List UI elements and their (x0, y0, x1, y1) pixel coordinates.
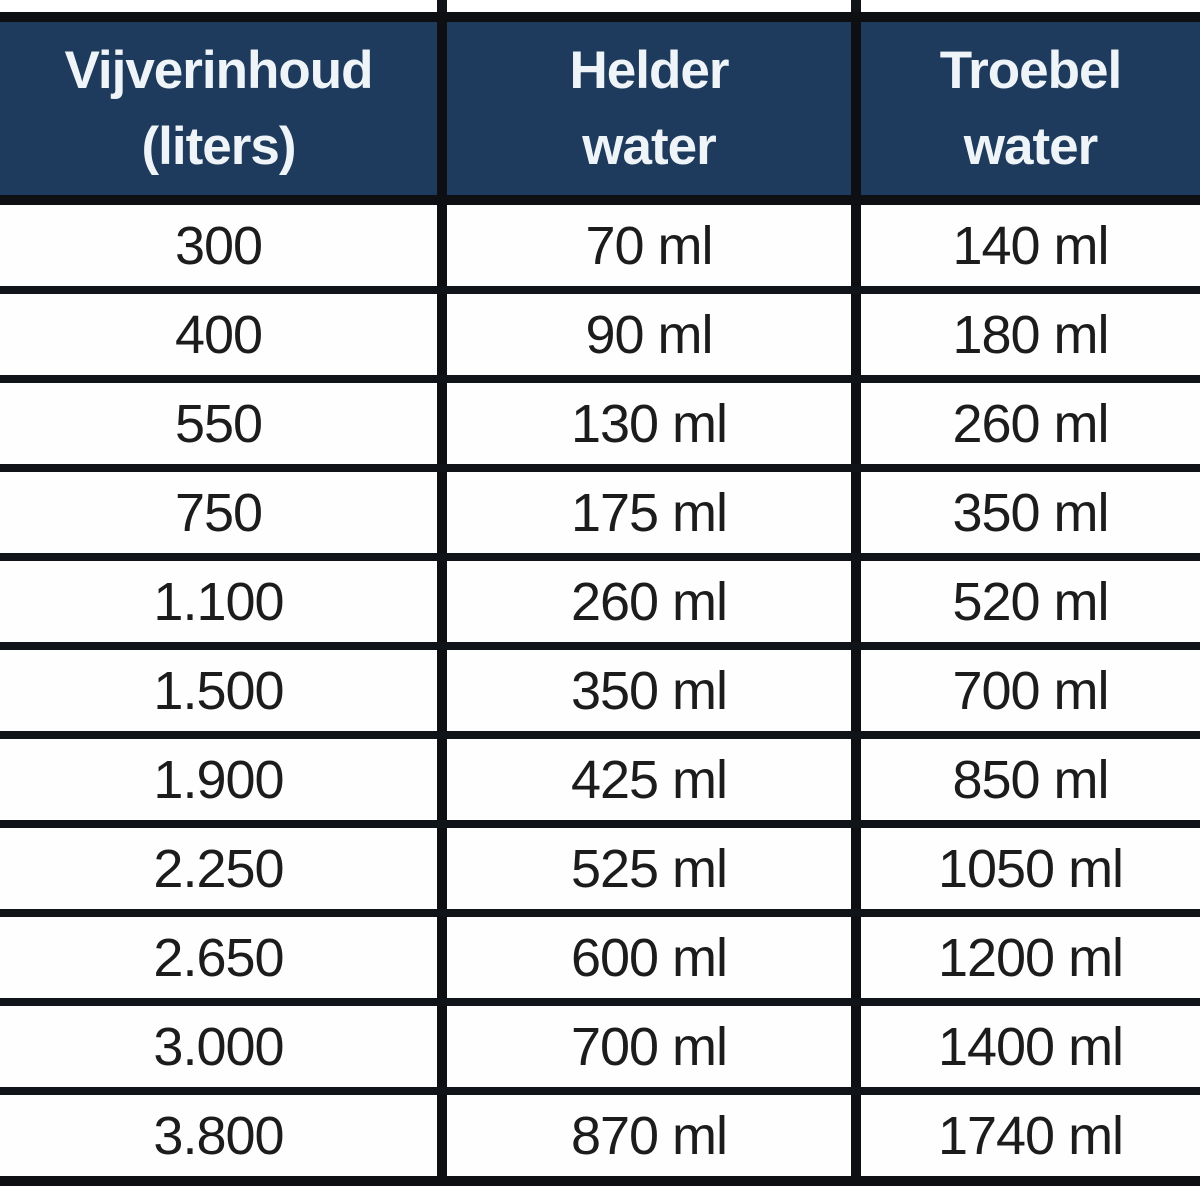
cell-clear-dose: 870 ml (437, 1095, 851, 1176)
header-clear-water-line1: Helder (569, 40, 729, 100)
cell-volume: 2.650 (153, 927, 284, 988)
cell-clear-dose: 90 ml (437, 294, 851, 375)
table-row (0, 820, 1200, 909)
cell-clear-dose: 350 ml (437, 650, 851, 731)
cell-volume: 400 (174, 304, 263, 365)
table-row (0, 286, 1200, 375)
cell-turbid-dose: 1050 ml (851, 828, 1200, 909)
cell-turbid-dose: 1740 ml (851, 1095, 1200, 1176)
cell-clear-dose: 175 ml (437, 472, 851, 553)
header-turbid-water-line2: water (963, 116, 1098, 176)
table-row (0, 909, 1200, 998)
cell-volume: 300 (174, 215, 263, 276)
dosing-table (0, 12, 1200, 1186)
cell-clear-dose: 70 ml (437, 205, 851, 286)
cell-clear-dose: 260 ml (437, 561, 851, 642)
cell-turbid-dose: 350 ml (851, 472, 1200, 553)
cell-clear-dose: 425 ml (437, 739, 851, 820)
cell-volume: 3.800 (153, 1105, 284, 1166)
cell-turbid-dose: 850 ml (851, 739, 1200, 820)
cell-clear-dose: 525 ml (437, 828, 851, 909)
cell-volume: 1.900 (153, 749, 284, 810)
cell-turbid-dose: 140 ml (851, 205, 1200, 286)
cell-volume: 550 (174, 393, 263, 454)
header-turbid-water (851, 22, 1200, 195)
table-row (0, 642, 1200, 731)
table-row (0, 731, 1200, 820)
cell-turbid-dose: 1400 ml (851, 1006, 1200, 1087)
cell-volume: 750 (174, 482, 263, 543)
header-clear-water-line2: water (582, 116, 716, 176)
cell-volume: 1.100 (153, 571, 284, 632)
table-row (0, 553, 1200, 642)
table-header-row (0, 22, 1200, 205)
header-pond-volume-line2: (liters) (141, 116, 296, 176)
header-turbid-water-line1: Troebel (939, 40, 1122, 100)
cell-volume: 3.000 (153, 1016, 284, 1077)
cell-clear-dose: 700 ml (437, 1006, 851, 1087)
table-row (0, 464, 1200, 553)
table-row (0, 205, 1200, 286)
cell-volume: 2.250 (153, 838, 284, 899)
cell-turbid-dose: 260 ml (851, 383, 1200, 464)
table-row (0, 1087, 1200, 1176)
table-row (0, 998, 1200, 1087)
cell-turbid-dose: 520 ml (851, 561, 1200, 642)
header-pond-volume-line1: Vijverinhoud (64, 40, 373, 100)
table-row (0, 375, 1200, 464)
cell-turbid-dose: 180 ml (851, 294, 1200, 375)
header-pond-volume (0, 22, 437, 195)
cell-clear-dose: 130 ml (437, 383, 851, 464)
cell-clear-dose: 600 ml (437, 917, 851, 998)
cell-turbid-dose: 700 ml (851, 650, 1200, 731)
cell-turbid-dose: 1200 ml (851, 917, 1200, 998)
cell-volume: 1.500 (153, 660, 284, 721)
header-clear-water (437, 22, 851, 195)
